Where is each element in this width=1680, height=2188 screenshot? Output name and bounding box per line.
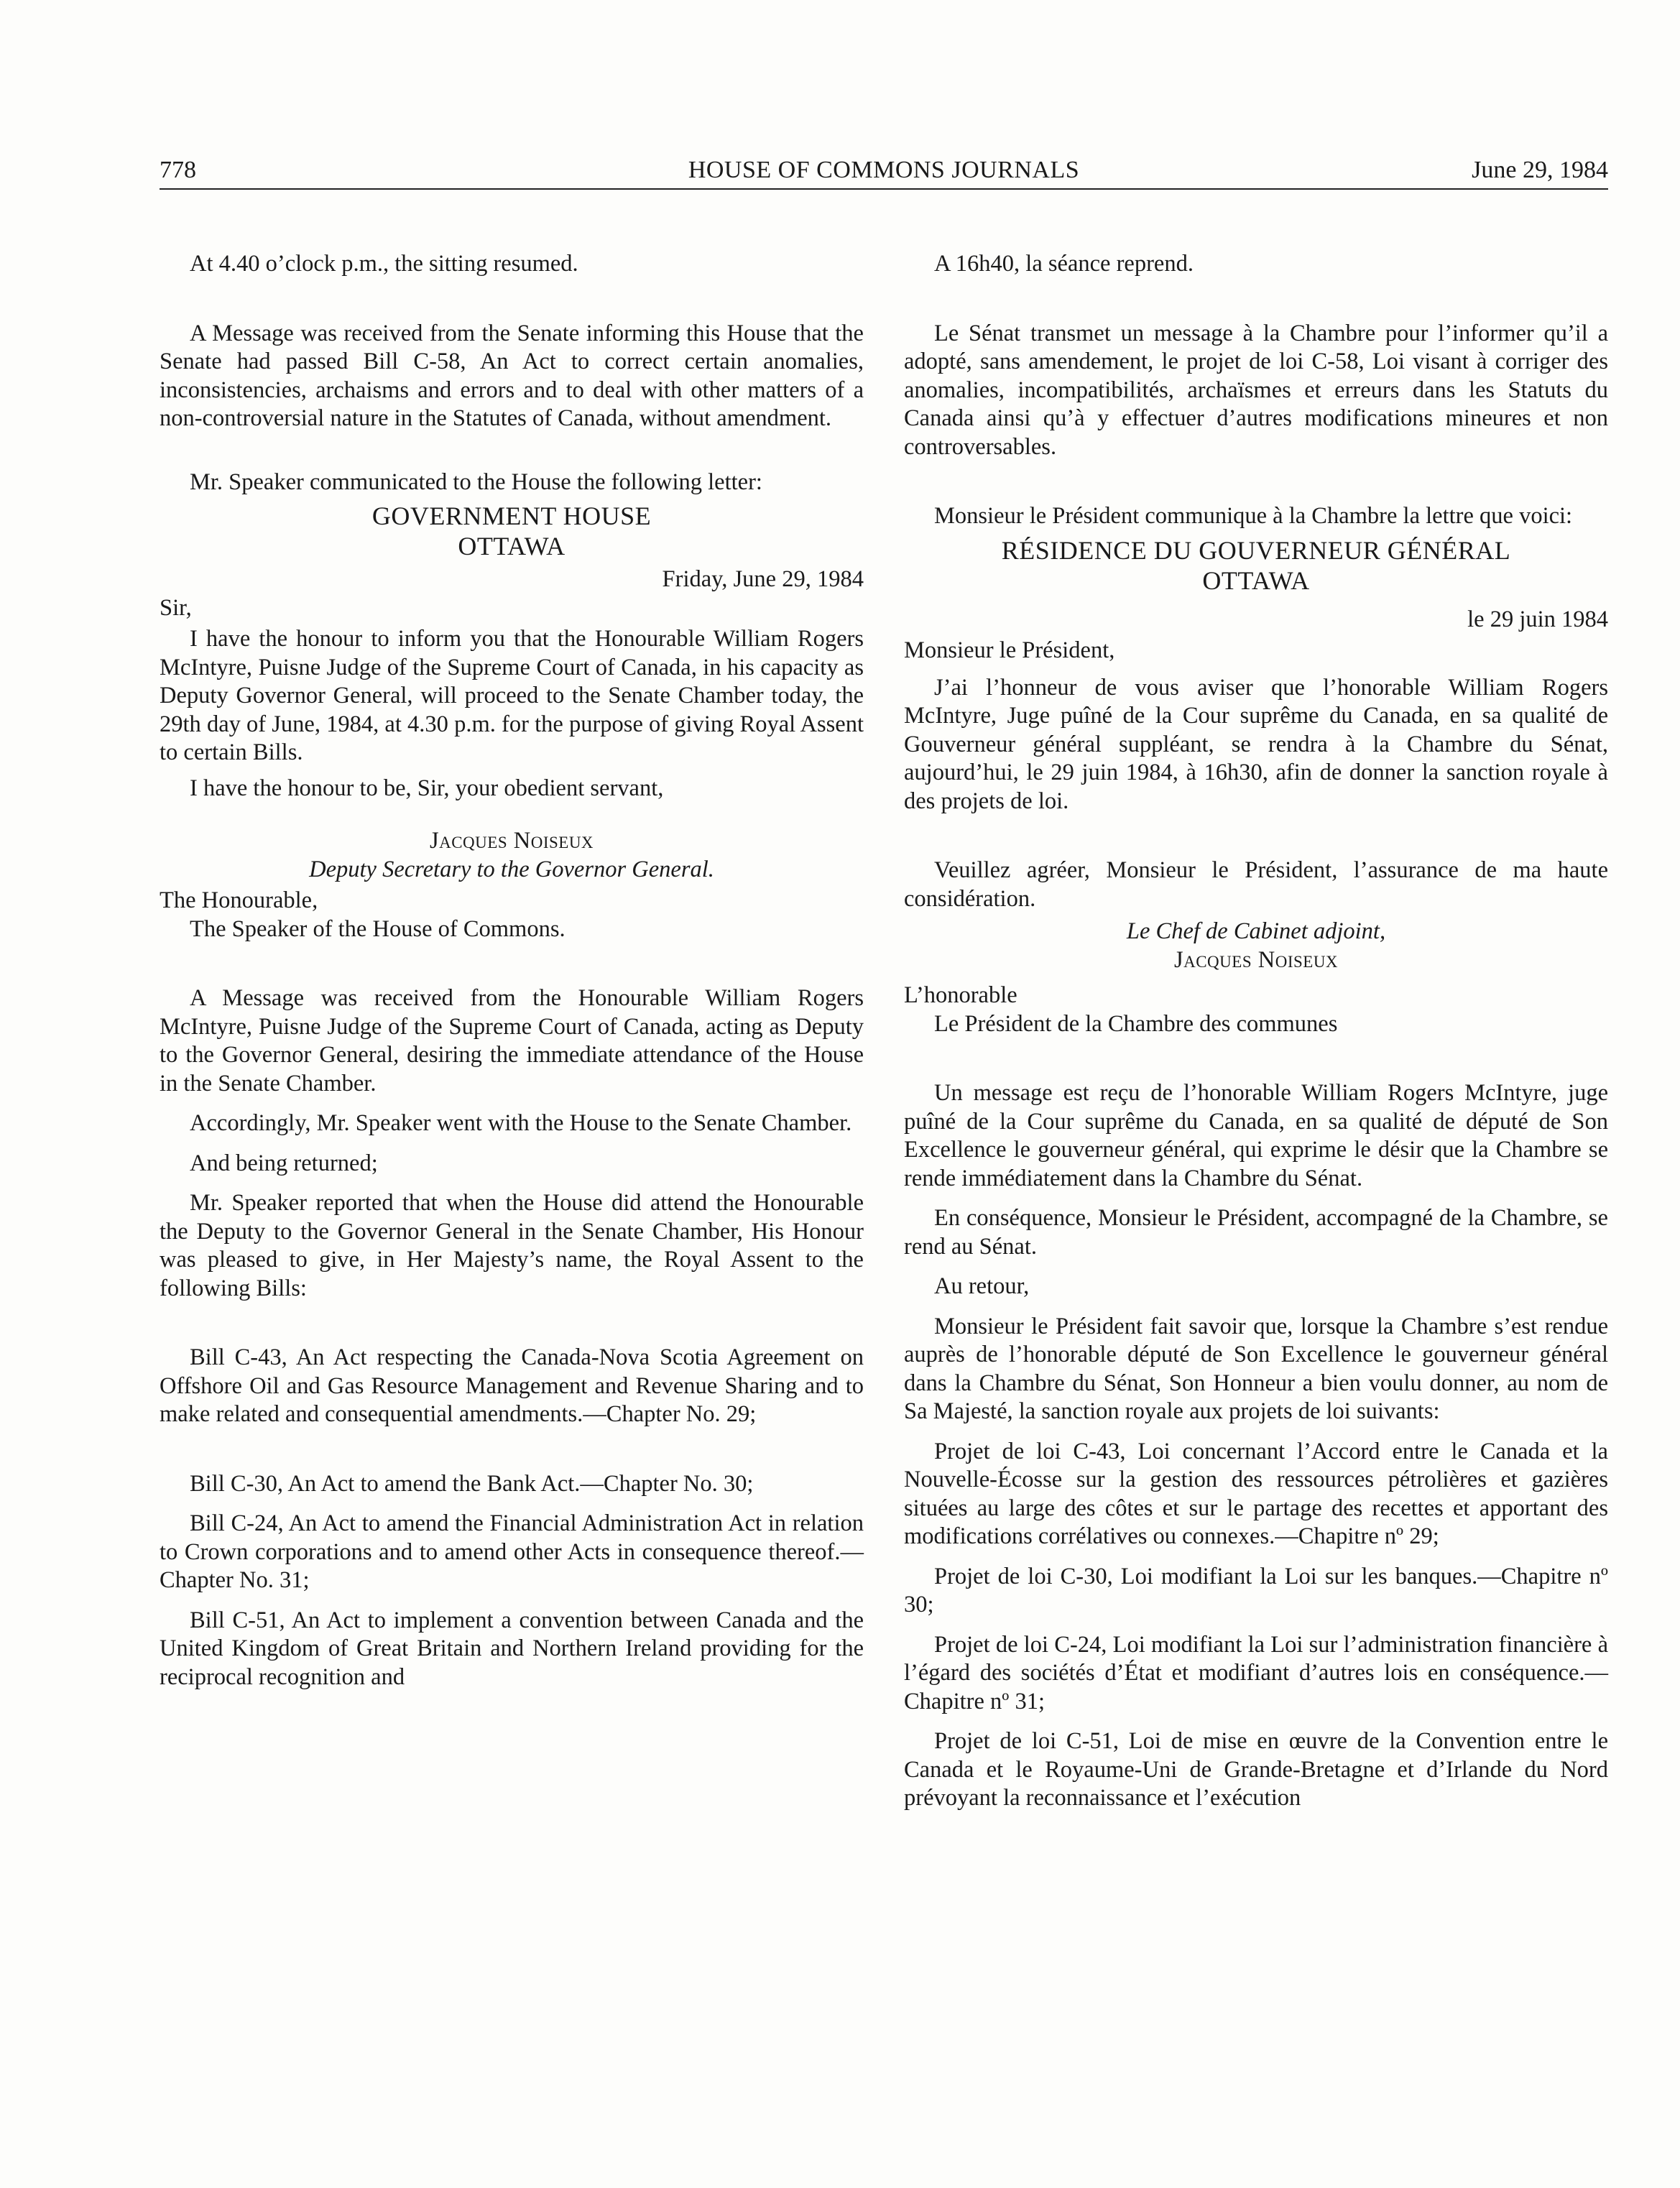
fr-royal-assent-report: Monsieur le Président fait savoir que, lorsque la Chambre s’est rendue auprès de l’honorable député de Son Excellence le gouverneur général dans la Chambre du Sénat, Son Honneur a bien voulu donner, au nom de Sa Majesté, la sanction royale aux projets de loi suivants:	[904, 1313, 1608, 1424]
en-sitting-resumed: At 4.40 o’clock p.m., the sitting resumed.	[190, 251, 578, 277]
fr-bill-c51: Projet de loi C-51, Loi de mise en œuvre de la Convention entre le Canada et le Royaume-Uni de Grande-Bretagne et d’Irlande du Nord prévoyant la reconnaissance et l’exécution	[904, 1728, 1608, 1811]
en-royal-assent-report: Mr. Speaker reported that when the House did attend the Honourable the Deputy to the Governor General in the Senate Chamber, His Honour was pleased to give, in Her Majesty’s name, the Royal Assent to the following Bills:	[160, 1190, 864, 1301]
fr-bill-c43: Projet de loi C-43, Loi concernant l’Accord entre le Canada et la Nouvelle-Écosse sur la gestion des ressources pétrolières et gazières situées au large des côtes et sur le partage des recettes et apportant des modifications corrélatives ou connexes.—Chapitre nº 29;	[904, 1438, 1608, 1549]
fr-signatory: Jacques Noiseux	[1173, 946, 1339, 973]
fr-addressee-1: L’honorable	[904, 982, 1017, 1008]
en-addressee-1: The Honourable,	[160, 887, 318, 913]
en-signatory: Jacques Noiseux	[429, 828, 594, 854]
fr-being-returned: Au retour,	[934, 1273, 1030, 1299]
fr-letter-body: J’ai l’honneur de vous aviser que l’honorable William Rogers McIntyre, Juge puîné de la Cour suprême du Canada, en sa qualité de Gouverneur général suppléant, se rendra à la Chambre du Sénat, aujourd’hui, le 29 juin 1984, à 16h30, afin de donner la sanction royale à des projets de loi.	[904, 674, 1608, 814]
en-bill-c30: Bill C-30, An Act to amend the Bank Act.—Chapter No. 30;	[190, 1470, 754, 1497]
fr-sitting-resumed: A 16h40, la séance reprend.	[934, 251, 1194, 277]
fr-letter-closing: Veuillez agréer, Monsieur le Président, l’assurance de ma haute considération.	[904, 857, 1608, 912]
fr-letter-heading-1: RÉSIDENCE DU GOUVERNEUR GÉNÉRAL	[1001, 535, 1511, 565]
fr-signatory-title: Le Chef de Cabinet adjoint,	[1126, 918, 1386, 944]
journal-title: HOUSE OF COMMONS JOURNALS	[688, 157, 1080, 183]
fr-addressee-2: Le Président de la Chambre des communes	[934, 1010, 1338, 1037]
en-letter-body: I have the honour to inform you that the Honourable William Rogers McIntyre, Puisne Judge of the Supreme Court of Canada, in his capacity as Deputy Governor General, will proceed to the Senate Chamber today, the 29th day of June, 1984, at 4.30 p.m. for the purpose of giving Royal Assent to certain Bills.	[160, 626, 864, 765]
en-salutation: Sir,	[160, 594, 192, 621]
en-accordingly: Accordingly, Mr. Speaker went with the House to the Senate Chamber.	[190, 1110, 852, 1136]
page-number: 778	[160, 157, 196, 183]
fr-accordingly: En conséquence, Monsieur le Président, accompagné de la Chambre, se rend au Sénat.	[904, 1205, 1608, 1260]
en-being-returned: And being returned;	[190, 1150, 378, 1176]
en-letter-heading-2: OTTAWA	[458, 532, 566, 560]
en-signatory-title: Deputy Secretary to the Governor General.	[309, 856, 714, 882]
en-addressee-2: The Speaker of the House of Commons.	[190, 915, 566, 942]
fr-bill-c30: Projet de loi C-30, Loi modifiant la Loi sur les banques.—Chapitre nº 30;	[904, 1563, 1608, 1617]
fr-salutation: Monsieur le Président,	[904, 637, 1115, 663]
header-rule	[160, 188, 1608, 190]
en-senate-message: A Message was received from the Senate informing this House that the Senate had passed Bill C-58, An Act to correct certain anomalies, inconsistencies, archaisms and errors and to deal with other matters of a non-controversial nature in the Statutes of Canada, without amendment.	[160, 320, 864, 431]
en-bill-c51: Bill C-51, An Act to implement a convention between Canada and the United Kingdom of Great Britain and Northern Ireland providing for the reciprocal recognition and	[160, 1607, 864, 1690]
english-column	[160, 250, 864, 1691]
en-letter-closing: I have the honour to be, Sir, your obedient servant,	[190, 775, 664, 801]
fr-letter-date: le 29 juin 1984	[1467, 606, 1608, 632]
en-deputy-message: A Message was received from the Honourable William Rogers McIntyre, Puisne Judge of the Supreme Court of Canada, acting as Deputy to the Governor General, desiring the immediate attendance of the House in the Senate Chamber.	[160, 985, 864, 1097]
en-letter-heading-1: GOVERNMENT HOUSE	[371, 502, 652, 530]
en-letter-date: Friday, June 29, 1984	[662, 566, 864, 592]
header-date: June 29, 1984	[1472, 157, 1608, 183]
en-bill-c24: Bill C-24, An Act to amend the Financial Administration Act in relation to Crown corporations and to amend other Acts in consequence thereof.—Chapter No. 31;	[160, 1510, 864, 1593]
fr-deputy-message: Un message est reçu de l’honorable William Rogers McIntyre, juge puîné de la Cour suprême du Canada, en sa qualité de député de Son Excellence le gouverneur général, qui exprime le désir que la Chambre se rende immédiatement dans la Chambre du Sénat.	[904, 1080, 1608, 1191]
fr-senate-message: Le Sénat transmet un message à la Chambre pour l’informer qu’il a adopté, sans amendement, le projet de loi C-58, Loi visant à corriger des anomalies, incompatibilités, archaïsmes et erreurs dans les Statuts du Canada ainsi qu’à y effectuer d’autres modifications mineures et non controversables.	[904, 320, 1608, 460]
french-column	[904, 250, 1608, 1813]
fr-letter-heading-2: OTTAWA	[1202, 566, 1310, 595]
en-bill-c43: Bill C-43, An Act respecting the Canada-Nova Scotia Agreement on Offshore Oil and Gas Resource Management and Revenue Sharing and to make related and consequential amendments.—Chapter No. 29;	[160, 1344, 864, 1427]
en-speaker-communicated: Mr. Speaker communicated to the House the following letter:	[190, 468, 762, 495]
fr-bill-c24: Projet de loi C-24, Loi modifiant la Loi sur l’administration financière à l’égard des sociétés d’État et modifiant d’autres lois en conséquence.—Chapitre nº 31;	[904, 1631, 1608, 1714]
fr-speaker-communicated: Monsieur le Président communique à la Chambre la lettre que voici:	[934, 503, 1573, 529]
